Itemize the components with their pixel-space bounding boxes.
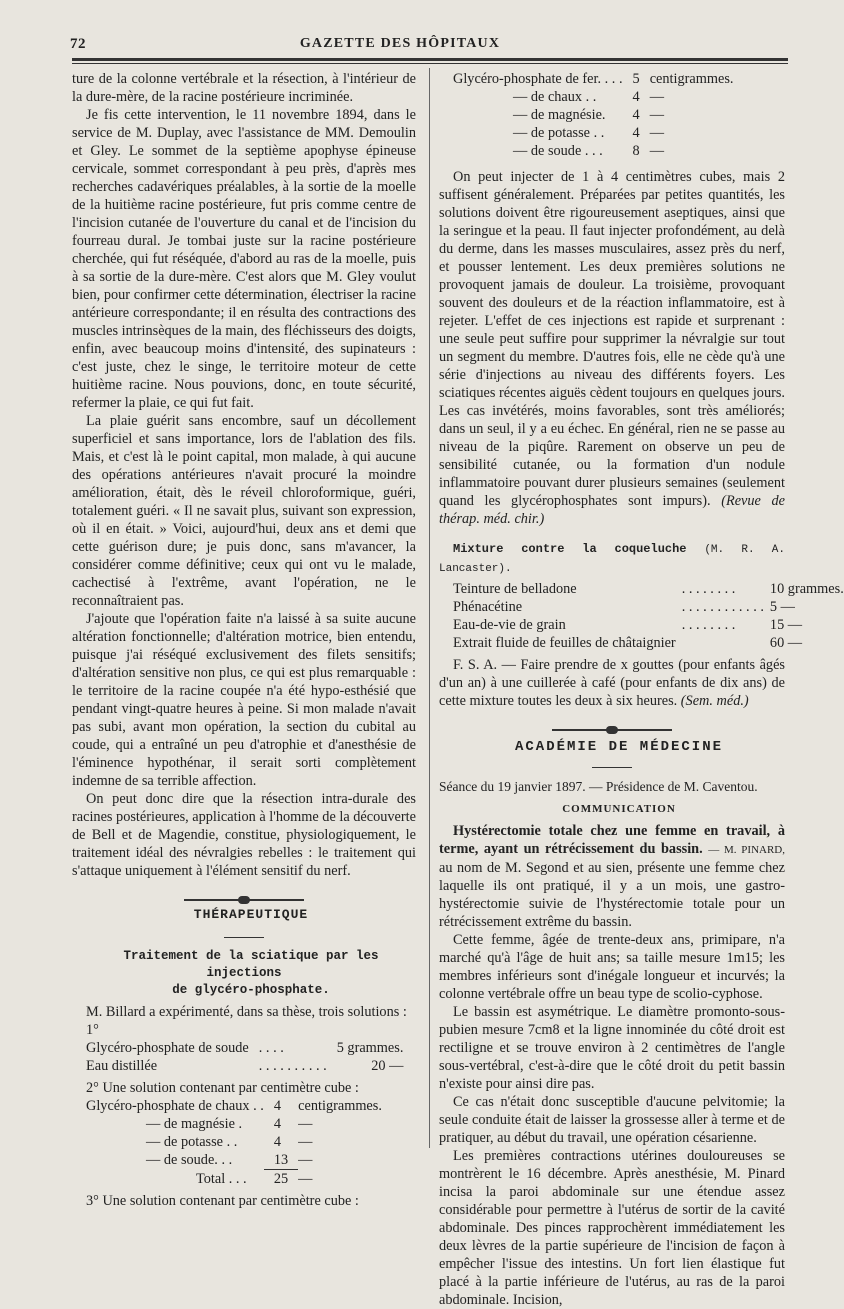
paragraph-text: On peut injecter de 1 à 4 centimètres cubes, mais 2 suffisent généralement. Préparées par petites quantités, les solutions doivent être rigoureusement aseptiques, ainsi que la seringue et la peau. Il faut injecter profondément, au delà du derme, dans les masses musculaires, assez près du nerf, et pousser lentement. Les deux premières solutions ne provoquent jamais de douleur. La troisième, provoquant souvent des douleurs et de la réaction inflammatoire, est à rejeter. L'effet de ces injections est rapide et surprenant : une seule peut suffire pour supprimer la névralgie sur tout un segment du membre. D'autres fois, elle ne cède qu'à une série d'injections au niveau des différents foyers. Les sciatiques récentes aiguës cèdent toujours en quelques jours. Les cas invétérés, moins favorables, sont très améliorés; dans un seul, il y a eu échec. En général, rien ne se passe au niveau de la piqûre. Rarement on observe un peu de sensibilité cutanée, ou la formation d'un nodule inflammatoire pouvant durer plusieurs semaines (seulement quand les glycérophosphates sont impurs). [439, 169, 785, 509]
prescription-row [453, 88, 733, 106]
paragraph: Je fis cette intervention, le 11 novembre 1894, dans le service de M. Duplay, avec l'assistance de MM. Demoulin et Gley. Le sommet de la septième apophyse épineuse cervicale, sommet correspondant à peu près, d'après mes recherches cadavériques préalables, à la sortie de la moelle de la huitième racine postérieure, fut pris comme centre de l'incision cutanée de l'ouverture du canal et de l'incision du fourreau dural. Je tombai juste sur la racine postérieure cherchée, qui fut réséquée, d'abord au ras de la moelle, puis à sa sortie de la dure-mère. C'est alors que M. Gley voulut bien, pour confirmer cette détermination, électriser la racine antérieure correspondante; il en résulta des contractions des muscles intrinsèques de la main, des fléchisseurs des doigts, enfin, avec beaucoup moins d'intensité, des supinateurs : c'est juste, chez le singe, le territoire moteur de cette huitième racine. Nous pouvions, donc, en toute sécurité, refermer la plaie, ce qui fut fait. [72, 107, 416, 411]
page-number: 72 [70, 36, 86, 52]
quantity: 13 [273, 1152, 289, 1168]
paragraph: Le bassin est asymétrique. Le diamètre promonto-sous-pubien mesure 7cm8 et la ligne innominée du côté droit est rectiligne et se trouve environ à 2 centimètres de l'angle sous-vertébral, c'est-à-dire que le côté droit du petit bassin n'existe pour ainsi dire pas. [439, 1004, 785, 1092]
quantity: 4 [273, 1134, 282, 1150]
session-line: Séance du 19 janvier 1897. — Présidence de M. Caventou. [439, 779, 758, 794]
ingredient: Glycéro-phosphate de chaux . . [86, 1098, 264, 1114]
left-column [72, 70, 416, 1210]
leader: . . . . . . . . [681, 581, 736, 597]
quantity: 8 [632, 143, 640, 159]
right-column [439, 70, 844, 1309]
ingredient: — de potasse . . [146, 1134, 238, 1150]
paragraph: Ce cas n'était donc susceptible d'aucune pelvitomie; la seule conduite était de laisser la grossesse aller à terme et de pratiquer, au début du travail, une opération césarienne. [439, 1094, 785, 1146]
article-title-text: Mixture contre la coqueluche [453, 542, 687, 556]
ingredient: — de magnésie . [146, 1116, 243, 1132]
prescription-table [453, 70, 733, 160]
leader: . . . . . . . . . . [258, 1058, 327, 1074]
column-divider [429, 68, 430, 1148]
small-ornament [439, 758, 785, 772]
header-rule-thin [72, 63, 788, 64]
unit: — [649, 143, 664, 159]
unit: — [298, 1170, 313, 1187]
ingredient: Glycéro-phosphate de fer. . . . [453, 71, 623, 87]
ingredient: — de magnésie. [513, 107, 606, 123]
quantity: 60 — [769, 635, 803, 651]
section-ornament [439, 720, 785, 734]
paragraph: Cette femme, âgée de trente-deux ans, primipare, n'a marché qu'à l'âge de huit ans; sa taille mesure 1m15; les membres inférieurs sont d'inégale longueur et incurvés; la colonne vertébrale offre un beau type de scolio-cyphose. [439, 932, 785, 1002]
paragraph: J'ajoute que l'opération faite n'a laissé à sa suite aucune altération fonctionnelle; d'altération motrice, bien entendu, puisque j'ai réséqué exclusivement des filets sensitifs; d'altération sensitive non plus, ce qui est plus remarquable : le territoire de la racine coupée n'a été hypo-esthésié que pendant vingt-quatre heures à peine. Si mon malade n'avait pas subi, avant mon opération, la section du cubital au coude, qui a entraîné un peu d'atrophie et d'anesthésie de l'éminence hypothénar, il serait sorti complètement indemne de sa terrible affection. [72, 611, 416, 789]
leader [676, 634, 770, 652]
prescription-row [453, 580, 844, 598]
total-quantity: 25 [264, 1170, 298, 1189]
prescription-table [86, 1039, 403, 1075]
ingredient: — de soude. . . [146, 1152, 233, 1169]
ingredient: Phénacétine [453, 599, 523, 615]
section-heading: ACADÉMIE DE MÉDECINE [514, 739, 724, 755]
prescription-row [453, 124, 733, 142]
paragraph-text: F. S. A. — Faire prendre de x gouttes (pour enfants âgés d'un an) à une cuillerée à café (pour enfants de dix ans) de cette mixture toutes les deux à six heures. [439, 657, 785, 709]
subsection-heading: COMMUNICATION [562, 803, 676, 815]
unit: — [649, 107, 664, 123]
unit: — [298, 1116, 313, 1132]
small-ornament [72, 928, 416, 942]
prescription-row [453, 70, 733, 88]
paragraph: Les premières contractions utérines douloureuses se montrèrent le 16 décembre. Après anesthésie, M. Pinard incisa la paroi abdominale sur une étendue assez considérable pour permettre à l'utérus de sortir de la cavité abdominale. Des pinces rapprochèrent immédiatement les deux lèvres de la partie supérieure de l'incision de façon à empêcher l'issue des intestins. Un fort lien élastique fut placé à la partie inférieure de l'utérus, au ras de la paroi abdominale. Incision, [439, 1148, 785, 1308]
prescription-table [453, 580, 844, 652]
unit: centigrammes. [298, 1098, 382, 1114]
running-title: GAZETTE DES HÔPITAUX [299, 36, 501, 51]
unit: — [649, 125, 664, 141]
paragraph: On peut donc dire que la résection intra-durale des racines postérieures, application à l'homme de la découverte de Bell et de Magendie, constitue, physiologiquement, le traitement idéal des névralgies rebelles : le traitement qui s'attaque uniquement à l'élément sensitif du nerf. [72, 791, 416, 879]
article-title: de glycéro-phosphate. [172, 983, 330, 997]
ingredient: — de soude . . . [513, 143, 603, 159]
total-label: Total . . . [196, 1170, 247, 1187]
header-rule [72, 58, 788, 61]
quantity: 4 [632, 125, 640, 141]
article-title [439, 540, 785, 578]
ingredient: Eau-de-vie de grain [453, 617, 566, 633]
paragraph: La plaie guérit sans encombre, sauf un décollement superficiel et sans importance, lors de l'ablation des fils. Mais, et c'est là le point capital, mon malade, à qui aucune des opérations antérieures n'avait procuré la moindre amélioration, était, dès le réveil chloroformique, guéri, totalement guéri. « Il ne savait plus, suivant son expression, où il en était. » Voici, aujourd'hui, deux ans et demi que cette guérison dure; je puis donc, sans m'avancer, la considérer comme définitive; ceux qui ont vu le malade, cachectisé à l'extrême, avant l'opération, ne le reconnaîtraient pas. [72, 413, 416, 609]
leader: . . . . . . . . . . . . [681, 599, 764, 615]
quantity: 15 — [769, 617, 803, 633]
solution-label: 1° [86, 1022, 99, 1038]
article-title: Traitement de la sciatique par les injections [123, 949, 379, 980]
paragraph: M. Billard a expérimenté, dans sa thèse, trois solutions : [86, 1004, 407, 1020]
quantity: 20 — [371, 1058, 404, 1074]
ingredient: — de chaux . . [513, 89, 597, 105]
ingredient: Extrait fluide de feuilles de châtaignier [453, 635, 676, 651]
prescription-row [86, 1151, 382, 1170]
paragraph [439, 168, 785, 528]
communication-title: Hystérectomie totale chez une femme en travail, à terme, ayant un rétrécissement du bassin. [439, 823, 785, 857]
section-ornament [72, 890, 416, 904]
quantity: 10 grammes. [769, 581, 844, 597]
prescription-row [86, 1057, 403, 1075]
unit: centigrammes. [649, 71, 734, 87]
quantity: 5 grammes. [336, 1040, 404, 1056]
ingredient: Teinture de belladone [453, 581, 577, 597]
prescription-row [86, 1039, 403, 1057]
prescription-row [453, 616, 844, 634]
prescription-row [86, 1133, 382, 1151]
leader: . . . . [258, 1040, 284, 1056]
prescription-row [453, 106, 733, 124]
quantity: 5 [632, 71, 640, 87]
article-author: (M. R. A. Lancaster). [439, 544, 785, 575]
quantity: 4 [273, 1116, 282, 1132]
source-citation: (Revue de thérap. méd. chir.) [439, 493, 786, 527]
prescription-row [453, 598, 844, 616]
unit: — [298, 1152, 313, 1169]
paragraph-text: au nom de M. Segond et au sien, présente une femme chez laquelle ils ont pratiqué, il y a un mois, une gastro-hystérectomie suivie de l'hystérectomie totale pour un rétrécissement extrême du bassin. [439, 860, 785, 930]
quantity: 4 [273, 1098, 282, 1114]
source-citation: (Sem. méd.) [680, 693, 749, 709]
unit: — [649, 89, 664, 105]
quantity: 4 [632, 89, 640, 105]
paragraph: ture de la colonne vertébrale et la résection, à l'intérieur de la dure-mère, de la racine postérieure incriminée. [72, 71, 416, 105]
prescription-row [453, 634, 844, 652]
prescription-row [453, 142, 733, 160]
section-heading: THÉRAPEUTIQUE [193, 907, 309, 922]
quantity: 4 [632, 107, 640, 123]
paragraph [439, 656, 785, 710]
prescription-row [86, 1115, 382, 1133]
ingredient: — de potasse . . [513, 125, 605, 141]
prescription-row [86, 1097, 382, 1115]
prescription-table [86, 1097, 382, 1188]
prescription-total-row [86, 1170, 382, 1189]
communication-author: — M. PINARD, [708, 844, 785, 856]
quantity: 5 — [769, 599, 795, 615]
paragraph [439, 822, 785, 931]
unit: — [298, 1134, 313, 1150]
leader: . . . . . . . . [681, 617, 736, 633]
ingredient: Eau distillée [86, 1058, 158, 1074]
ingredient: Glycéro-phosphate de soude [86, 1040, 249, 1056]
solution-label: 2° Une solution contenant par centimètre cube : [86, 1080, 359, 1096]
solution-label: 3° Une solution contenant par centimètre cube : [86, 1193, 359, 1209]
